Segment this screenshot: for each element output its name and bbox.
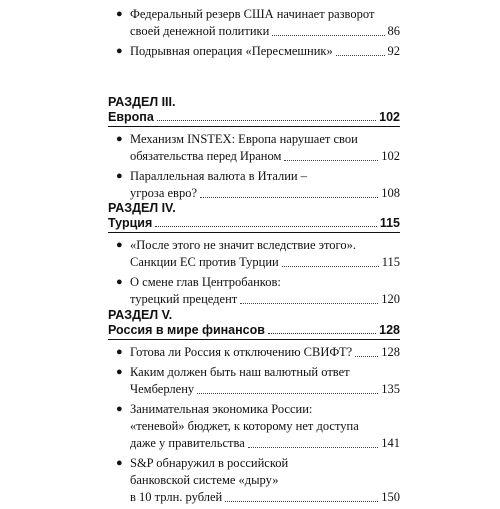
toc-entry-line: банковской системе «дыру» [130,473,279,487]
toc-entry-text [130,364,400,398]
leader-dots [268,333,376,334]
toc-entry-page: 108 [381,186,400,200]
bullet-icon: ● [116,366,123,378]
toc-entry[interactable] [108,6,400,40]
toc-entry-line: Санкции ЕС против Турции [130,255,279,269]
toc-entry-line: Механизм INSTEX: Европа нарушает свои [130,132,358,146]
toc-entry-line: в 10 трлн. рублей [130,490,223,504]
toc-entry-last-line [130,291,400,308]
toc-entry-line: Каким должен быть наш валютный ответ [130,365,350,379]
toc-entry[interactable] [108,168,400,202]
toc-entry-page: 150 [381,490,400,504]
section-title-row[interactable] [108,110,400,127]
bullet-icon: ● [116,133,123,145]
toc-entry-line: Готова ли Россия к отключению СВИФТ? [130,345,353,359]
leader-dots [282,266,379,267]
toc-entry-page: 102 [381,149,400,163]
toc-entry[interactable] [108,237,400,271]
toc-entry-last-line [130,185,400,202]
toc-entry-text [130,131,400,165]
toc-entry-line: Подрывная операция «Пересмешник» [130,44,333,58]
top-items [108,2,400,63]
section-page: 128 [379,323,400,337]
section-5 [108,308,400,509]
toc-entry-last-line [130,254,400,271]
toc-entry-line: своей денежной политики [130,24,270,38]
toc-entry-page: 92 [387,44,400,58]
toc-entry[interactable] [108,364,400,398]
section-page: 115 [379,216,400,230]
toc-entry-line: Чемберлену [130,382,195,396]
toc-entry-line: Занимательная экономика России: [130,402,313,416]
section-heading: РАЗДЕЛ V. [108,308,173,322]
leader-dots [200,197,378,198]
toc-entry-line: даже у правительства [130,436,245,450]
toc-entry[interactable] [108,455,400,506]
toc-entry-line: турецкий прецедент [130,292,238,306]
toc-entry-line: О смене глав Центробанков: [130,275,281,289]
toc-entry[interactable] [108,344,400,361]
toc-entry-text [130,237,400,271]
toc-entry-last-line [130,344,400,361]
section-title-row[interactable] [108,323,400,340]
toc-entry[interactable] [108,401,400,452]
toc-entry-text [130,6,400,40]
leader-dots [197,393,378,394]
bullet-icon: ● [116,170,123,182]
toc-entry-page: 128 [381,345,400,359]
toc-entry-page: 120 [381,292,400,306]
toc-entry[interactable] [108,43,400,60]
toc-entry-page: 135 [381,382,400,396]
leader-dots [155,226,377,227]
toc-entry-line: «теневой» бюджет, к которому нет доступа [130,419,359,433]
toc-entry-line: Федеральный резерв США начинает разворот [130,7,375,21]
section-title: Турция [108,216,153,230]
section-title: Европа [108,110,154,124]
toc-entry-text [130,274,400,308]
toc-entry-last-line [130,43,400,60]
toc-entry-page: 141 [381,436,400,450]
toc-entry-page: 115 [381,255,400,269]
section-heading: РАЗДЕЛ IV. [108,201,176,215]
toc-entry-text [130,168,400,202]
toc-entry-line: обязательства перед Ираном [130,149,282,163]
bullet-icon: ● [116,403,123,415]
section-page: 102 [379,110,400,124]
toc-entry-line: S&P обнаружил в российской [130,456,289,470]
bullet-icon: ● [116,239,123,251]
toc-entry-line: «После этого не значит вследствие этого». [130,238,356,252]
section-4 [108,201,400,311]
toc-entry[interactable] [108,131,400,165]
section-title-row[interactable] [108,216,400,233]
toc-entry-line: Параллельная валюта в Италии – [130,169,307,183]
toc-entry-page: 86 [387,24,400,38]
toc-entry-last-line [130,381,400,398]
bullet-icon: ● [116,276,123,288]
bullet-icon: ● [116,8,123,20]
toc-entry-last-line [130,148,400,165]
toc-entry-text [130,43,400,60]
toc-entry[interactable] [108,274,400,308]
leader-dots [157,120,376,121]
section-title: Россия в мире финансов [108,323,265,337]
leader-dots [284,160,378,161]
leader-dots [248,447,378,448]
toc-entry-text [130,455,400,506]
toc-entry-last-line [130,435,400,452]
toc-entry-last-line [130,23,400,40]
section-heading: РАЗДЕЛ III. [108,95,176,109]
leader-dots [272,35,384,36]
toc-entry-text [130,344,400,361]
bullet-icon: ● [116,45,123,57]
leader-dots [355,356,378,357]
bullet-icon: ● [116,457,123,469]
section-3 [108,95,400,205]
leader-dots [240,303,378,304]
leader-dots [225,501,378,502]
toc-entry-line: угроза евро? [130,186,197,200]
toc-entry-last-line [130,489,400,506]
bullet-icon: ● [116,346,123,358]
leader-dots [336,55,385,56]
toc-entry-text [130,401,400,452]
